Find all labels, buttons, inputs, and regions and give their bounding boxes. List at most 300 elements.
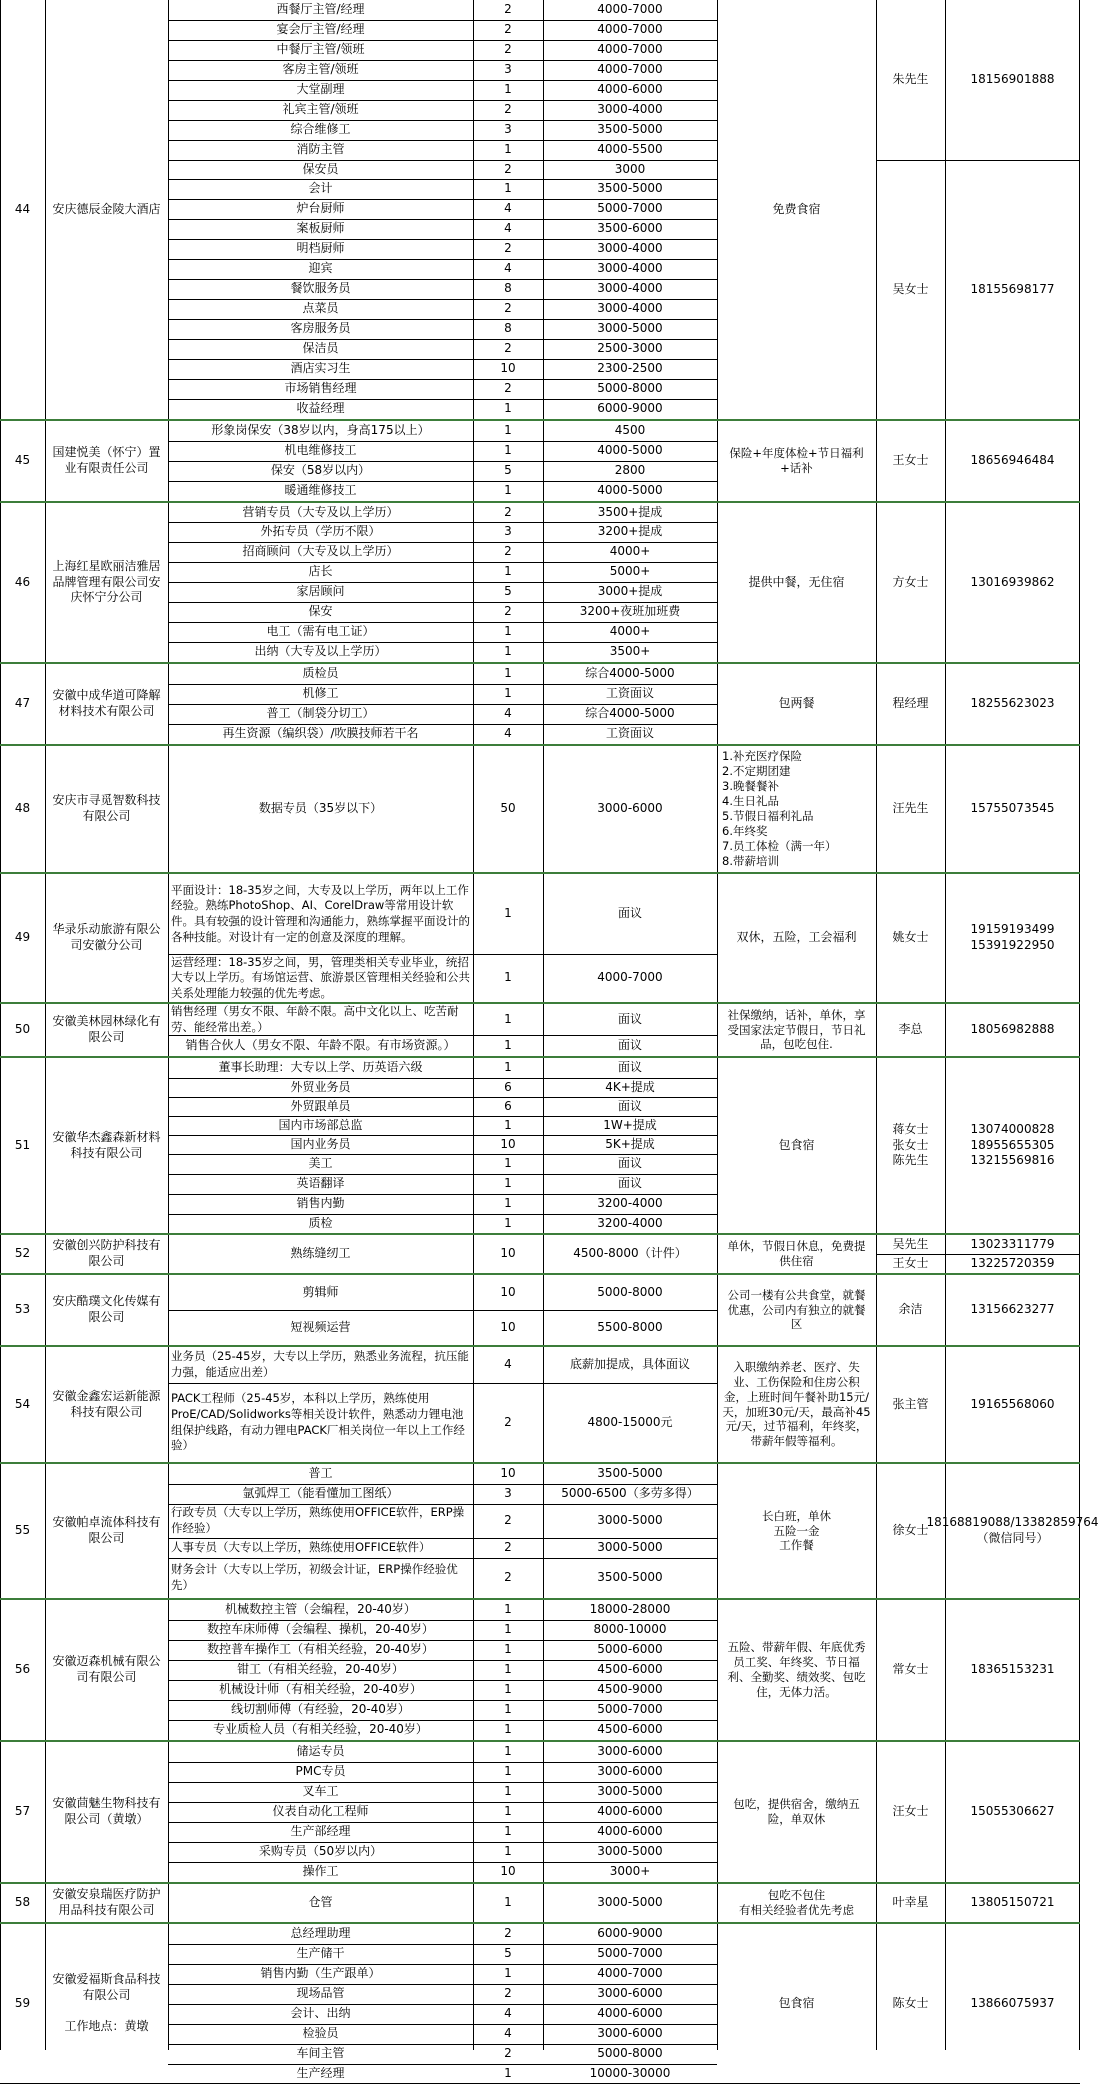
contact-name: 吴先生 <box>892 1236 929 1251</box>
job-salary: 5000-6500（多劳多得） <box>561 1486 699 1501</box>
contact-name: 姚女士 <box>892 930 929 945</box>
company-number: 50 <box>14 1022 31 1037</box>
job-title: 销售内勤（生产跟单） <box>260 1966 381 1981</box>
job-title: 再生资源（编织袋）/吹膜技师若干名 <box>222 726 419 741</box>
job-salary: 4800-15000元 <box>587 1414 673 1429</box>
job-count: 1 <box>504 1011 512 1026</box>
company-number: 53 <box>14 1302 31 1317</box>
contact-phone: 18056982888 <box>970 1022 1055 1037</box>
job-title: 中餐厅主管/领班 <box>276 42 365 57</box>
job-title: 保安 <box>308 604 333 619</box>
job-title: 氩弧焊工（能看懂加工图纸） <box>242 1486 399 1501</box>
contact-name: 程经理 <box>892 696 929 711</box>
job-salary: 6000-9000 <box>597 1926 663 1941</box>
job-salary: 3000-5000 <box>597 1513 663 1528</box>
company-benefits: 单休，节假日休息，免费提供住宿 <box>727 1239 866 1268</box>
job-count: 1 <box>504 666 512 681</box>
job-title: 数控普车操作工（有相关经验，20-40岁） <box>207 1642 434 1657</box>
job-count: 2 <box>504 102 512 117</box>
job-title: 保安员 <box>302 161 339 176</box>
job-count: 4 <box>504 2026 512 2041</box>
job-salary: 3000-5000 <box>597 1784 663 1799</box>
company-name: 安徽创兴防护科技有限公司 <box>52 1238 161 1268</box>
job-title: 餐饮服务员 <box>290 281 351 296</box>
company-benefits: 入职缴纳养老、医疗、失业、工伤保险和住房公积金，上班时间午餐补助15元/天，加班30元/天，最高补45元/天，过节福利，年终奖，带薪年假等福利。 <box>722 1359 871 1449</box>
company-name: 国建悦美（怀宁）置业有限责任公司 <box>52 445 161 475</box>
company-name: 安庆酷璞文化传媒有限公司 <box>52 1294 161 1324</box>
job-count: 1 <box>504 906 512 921</box>
job-salary: 面议 <box>617 1156 642 1171</box>
job-salary: 3000-4000 <box>597 241 663 256</box>
job-title: 会计 <box>308 181 333 196</box>
job-title: 熟练缝纫工 <box>290 1246 351 1261</box>
job-salary: 面议 <box>617 1176 642 1191</box>
contact-phone: 15755073545 <box>970 801 1055 816</box>
company-name: 安徽美林园林绿化有限公司 <box>52 1014 161 1044</box>
job-title: 数控车床师傅（会编程、操机，20-40岁） <box>207 1622 434 1637</box>
job-title: 储运专员 <box>296 1744 345 1759</box>
job-salary: 3500+提成 <box>597 504 663 519</box>
company-benefits: 1.补充医疗保险 2.不定期团建 3.晚餐餐补 4.生日礼品 5.节假日福利礼品 6.年终奖 7.员工体检（满一年） 8.带薪培训 <box>722 749 837 868</box>
job-title: 家居顾问 <box>296 584 345 599</box>
job-title: 大堂副理 <box>296 82 345 97</box>
job-count: 2 <box>504 1926 512 1941</box>
job-salary: 4000-7000 <box>597 1966 663 1981</box>
job-title: 客房主管/领班 <box>282 62 359 77</box>
company-name: 安徽爱福斯食品科技有限公司 工作地点：黄墩 <box>52 1972 161 2034</box>
job-salary: 4000-6000 <box>597 1804 663 1819</box>
job-salary: 3000-4000 <box>597 102 663 117</box>
job-count: 10 <box>500 1246 516 1261</box>
job-salary: 3200+提成 <box>597 524 663 539</box>
job-count: 10 <box>500 361 516 376</box>
job-count: 2 <box>504 2 512 17</box>
job-count: 2 <box>504 1986 512 2001</box>
job-count: 4 <box>504 2006 512 2021</box>
company-benefits: 包吃，提供宿舍，缴纳五险，单双休 <box>733 1797 860 1826</box>
job-count: 3 <box>504 524 512 539</box>
job-salary: 3500-5000 <box>597 181 663 196</box>
job-title: 仓管 <box>308 1895 333 1910</box>
job-title: 综合维修工 <box>290 122 351 137</box>
job-title: 西餐厅主管/经理 <box>276 2 365 17</box>
job-title: 专业质检人员（有相关经验，20-40岁） <box>213 1722 428 1737</box>
job-title: 平面设计：18-35岁之间，大专及以上学历，两年以上工作经验。熟练PhotoShop、AI、CorelDraw等常用设计软件。具有较强的设计管理和沟通能力，熟练掌握平面设计的各种技能。对设计有一定的创意及深度的理解。 <box>171 882 470 944</box>
job-title: 电工（需有电工证） <box>266 624 375 639</box>
job-title: 机修工 <box>302 686 339 701</box>
company-benefits: 双休，五险，工会福利 <box>736 930 857 945</box>
job-title: 生产经理 <box>296 2065 345 2080</box>
job-count: 2 <box>504 22 512 37</box>
job-salary: 4000-5000 <box>597 443 663 458</box>
company-benefits: 包食宿 <box>778 1137 815 1152</box>
job-salary: 4000-7000 <box>597 62 663 77</box>
contact-phone: 13225720359 <box>970 1255 1055 1270</box>
job-count: 5 <box>504 1946 512 1961</box>
job-salary: 2500-3000 <box>597 341 663 356</box>
job-title: 消防主管 <box>296 142 345 157</box>
job-count: 1 <box>504 1037 512 1052</box>
job-count: 1 <box>504 483 512 498</box>
job-count: 4 <box>504 221 512 236</box>
job-count: 2 <box>504 1414 512 1429</box>
job-title: 生产部经理 <box>290 1824 351 1839</box>
job-count: 3 <box>504 122 512 137</box>
job-count: 1 <box>504 644 512 659</box>
job-salary: 5000-8000 <box>597 2046 663 2061</box>
job-title: 车间主管 <box>296 2046 345 2061</box>
job-title: 客房服务员 <box>290 321 351 336</box>
job-title: 暖通维修技工 <box>284 483 357 498</box>
job-title: 叉车工 <box>302 1784 339 1799</box>
job-count: 2 <box>504 2046 512 2061</box>
job-title: 钳工（有相关经验，20-40岁） <box>237 1662 404 1677</box>
job-title: 出纳（大专及以上学历） <box>254 644 387 659</box>
job-salary: 3200-4000 <box>597 1196 663 1211</box>
job-salary: 2800 <box>614 463 646 478</box>
job-title: 质检员 <box>302 666 339 681</box>
job-salary: 10000-30000 <box>589 2065 671 2080</box>
job-count: 1 <box>504 1662 512 1677</box>
job-salary: 18000-28000 <box>589 1602 671 1617</box>
job-count: 4 <box>504 1357 512 1372</box>
job-title: 业务员（25-45岁，大专以上学历，熟悉业务流程，抗压能力强，能适应出差） <box>171 1349 469 1379</box>
job-title: 运营经理：18-35岁之间，男，管理类相关专业毕业，统招大专以上学历。有场馆运营、旅游景区管理相关经验和公共关系处理能力较强的优先考虑。 <box>171 954 470 1000</box>
job-count: 8 <box>504 321 512 336</box>
contact-phone: 19165568060 <box>970 1396 1055 1411</box>
job-salary: 4500 <box>614 423 646 438</box>
job-salary: 3000-6000 <box>597 1744 663 1759</box>
company-name: 安徽安泉瑞医疗防护用品科技有限公司 <box>52 1887 161 1917</box>
job-count: 1 <box>504 1682 512 1697</box>
job-salary: 1W+提成 <box>603 1117 657 1132</box>
job-count: 2 <box>504 1540 512 1555</box>
contact-phone: 18156901888 <box>970 72 1055 87</box>
job-salary: 3000-6000 <box>597 2026 663 2041</box>
job-title: 会计、出纳 <box>290 2006 351 2021</box>
job-title: 采购专员（50岁以内） <box>258 1844 383 1859</box>
job-count: 5 <box>504 584 512 599</box>
contact-phone: 18168819088/13382859764（微信同号） <box>926 1515 1099 1545</box>
company-name: 华录乐动旅游有限公司安徽分公司 <box>52 922 161 952</box>
job-title: 宴会厅主管/经理 <box>276 22 365 37</box>
job-title: 炉台厨师 <box>296 201 345 216</box>
job-salary: 4000+ <box>609 624 651 639</box>
job-title: 保安（58岁以内） <box>270 463 371 478</box>
job-count: 2 <box>504 604 512 619</box>
job-count: 2 <box>504 504 512 519</box>
job-count: 1 <box>504 1764 512 1779</box>
job-title: 生产储干 <box>296 1946 345 1961</box>
company-benefits: 社保缴纳，话补，单休，享受国家法定节假日，节日礼品，包吃包住. <box>727 1007 866 1052</box>
contact-name: 方女士 <box>892 574 929 589</box>
job-count: 5 <box>504 463 512 478</box>
job-count: 1 <box>504 1602 512 1617</box>
company-name: 安徽华杰鑫森新材料科技有限公司 <box>52 1129 161 1160</box>
job-count: 1 <box>504 1722 512 1737</box>
job-salary: 5500-8000 <box>597 1319 663 1334</box>
contact-name: 陈女士 <box>892 1995 929 2010</box>
job-count: 1 <box>504 1215 512 1230</box>
company-name: 安庆德辰金陵大酒店 <box>52 201 161 216</box>
job-count: 1 <box>504 1824 512 1839</box>
contact-name: 王女士 <box>892 453 929 468</box>
company-benefits: 五险、带薪年假、年底优秀员工奖、年终奖、节日福利、全勤奖、绩效奖、包吃住，无体力活。 <box>727 1640 866 1699</box>
job-salary: 工资面议 <box>605 726 654 741</box>
job-title: 行政专员（大专以上学历，熟练使用OFFICE软件，ERP操作经验） <box>171 1505 465 1535</box>
job-title: 外贸业务员 <box>290 1079 351 1094</box>
job-title: 礼宾主管/领班 <box>282 102 359 117</box>
job-count: 2 <box>504 241 512 256</box>
job-count: 8 <box>504 281 512 296</box>
job-count: 6 <box>504 1079 512 1094</box>
job-count: 1 <box>504 686 512 701</box>
company-name: 安徽茴魅生物科技有限公司（黄墩） <box>52 1796 161 1826</box>
job-title: 明档厨师 <box>296 241 345 256</box>
job-title: 操作工 <box>302 1864 339 1879</box>
job-title: 机械数控主管（会编程，20-40岁） <box>225 1602 416 1617</box>
job-count: 3 <box>504 62 512 77</box>
job-salary: 5000-6000 <box>597 1642 663 1657</box>
job-salary: 4000-6000 <box>597 1824 663 1839</box>
job-count: 10 <box>500 1284 516 1299</box>
job-salary: 面议 <box>617 1098 642 1113</box>
job-count: 1 <box>504 1744 512 1759</box>
job-salary: 4000+ <box>609 544 651 559</box>
job-title: 机电维修技工 <box>284 443 357 458</box>
job-title: 线切割师傅（有经验，20-40岁） <box>231 1702 410 1717</box>
contact-phone: 18656946484 <box>970 453 1055 468</box>
company-benefits: 长白班，单休 五险一金 工作餐 <box>762 1508 831 1553</box>
contact-phone: 13156623277 <box>970 1302 1055 1317</box>
job-count: 4 <box>504 706 512 721</box>
contact-name: 李总 <box>898 1022 923 1037</box>
contact-name: 张主管 <box>892 1396 929 1411</box>
contact-phone: 19159193499 15391922950 <box>970 922 1055 952</box>
job-title: 招商顾问（大专及以上学历） <box>242 544 399 559</box>
job-salary: 底薪加提成，具体面议 <box>569 1357 690 1372</box>
job-salary: 5K+提成 <box>605 1136 655 1151</box>
job-title: 销售经理（男女不限、年龄不限。高中文化以上、吃苦耐劳、能经常出差。） <box>171 1003 459 1034</box>
job-count: 10 <box>500 1319 516 1334</box>
job-title: 营销专员（大专及以上学历） <box>242 504 399 519</box>
job-title: 美工 <box>308 1156 333 1171</box>
company-number: 51 <box>14 1137 31 1152</box>
job-salary: 4000-7000 <box>597 42 663 57</box>
job-title: 短视频运营 <box>290 1319 351 1334</box>
job-count: 2 <box>504 341 512 356</box>
job-title: 形象岗保安（38岁以内，身高175以上） <box>211 423 430 438</box>
company-name: 安徽金鑫宏运新能源科技有限公司 <box>52 1388 161 1419</box>
job-count: 1 <box>504 564 512 579</box>
company-name: 安徽中成华道可降解材料技术有限公司 <box>52 688 161 718</box>
job-salary: 3000-5000 <box>597 1540 663 1555</box>
contact-name: 汪女士 <box>892 1804 929 1819</box>
job-title: 市场销售经理 <box>284 381 357 396</box>
job-count: 1 <box>504 624 512 639</box>
job-count: 4 <box>504 726 512 741</box>
job-count: 1 <box>504 1196 512 1211</box>
company-name: 安徽迈森机械有限公司有限公司 <box>52 1654 161 1684</box>
job-count: 6 <box>504 1098 512 1113</box>
contact-name: 王女士 <box>892 1255 929 1270</box>
job-title: 外贸跟单员 <box>290 1098 351 1113</box>
job-salary: 面议 <box>617 1011 642 1026</box>
job-count: 1 <box>504 1895 512 1910</box>
job-count: 2 <box>504 1513 512 1528</box>
job-salary: 3200+夜班加班费 <box>579 604 681 619</box>
company-number: 44 <box>14 201 31 216</box>
company-number: 47 <box>14 696 31 711</box>
company-number: 54 <box>14 1396 31 1411</box>
job-count: 2 <box>504 301 512 316</box>
company-name: 上海红星欧丽洁雅居品牌管理有限公司安庆怀宁分公司 <box>52 559 161 605</box>
contact-name: 余洁 <box>898 1302 923 1317</box>
job-salary: 3000-4000 <box>597 261 663 276</box>
job-salary: 工资面议 <box>605 686 654 701</box>
company-benefits: 免费食宿 <box>772 201 821 216</box>
job-count: 10 <box>500 1136 516 1151</box>
job-salary: 3500-6000 <box>597 221 663 236</box>
job-salary: 3200-4000 <box>597 1215 663 1230</box>
company-number: 49 <box>14 930 31 945</box>
job-count: 1 <box>504 1117 512 1132</box>
job-title: 保洁员 <box>302 341 339 356</box>
job-title: 人事专员（大专以上学历，熟练使用OFFICE软件） <box>171 1540 431 1555</box>
company-name: 安庆市寻觅智数科技有限公司 <box>52 793 161 823</box>
job-title: 案板厨师 <box>296 221 345 236</box>
job-title: 店长 <box>308 564 333 579</box>
job-salary: 面议 <box>617 1060 642 1075</box>
job-count: 1 <box>504 1784 512 1799</box>
job-salary: 5000-7000 <box>597 201 663 216</box>
job-salary: 3500-5000 <box>597 1570 663 1585</box>
company-benefits: 提供中餐，无住宿 <box>748 574 845 589</box>
job-salary: 3000-6000 <box>597 801 663 816</box>
job-salary: 5000+ <box>609 564 651 579</box>
job-salary: 4000-5000 <box>597 483 663 498</box>
job-salary: 4500-6000 <box>597 1662 663 1677</box>
job-title: 质检 <box>308 1215 333 1230</box>
job-count: 3 <box>504 1486 512 1501</box>
contact-phone: 18365153231 <box>970 1662 1055 1677</box>
job-salary: 3000-5000 <box>597 1895 663 1910</box>
job-count: 1 <box>504 1844 512 1859</box>
job-count: 1 <box>504 1622 512 1637</box>
company-benefits: 包两餐 <box>778 696 815 711</box>
company-number: 58 <box>14 1895 31 1910</box>
job-title: PMC专员 <box>295 1764 346 1779</box>
job-salary: 3000-6000 <box>597 1764 663 1779</box>
job-count: 4 <box>504 261 512 276</box>
job-salary: 3500-5000 <box>597 1466 663 1481</box>
job-title: 财务会计（大专以上学历，初级会计证，ERP操作经验优先） <box>171 1562 458 1592</box>
job-salary: 4000-7000 <box>597 22 663 37</box>
job-title: 收益经理 <box>296 401 345 416</box>
contact-name: 徐女士 <box>892 1523 929 1538</box>
contact-name: 朱先生 <box>892 72 929 87</box>
job-salary: 3000+ <box>609 1864 651 1879</box>
job-salary: 3000-6000 <box>597 1986 663 2001</box>
job-title: 销售合伙人（男女不限、年龄不限。有市场资源。） <box>185 1037 456 1052</box>
job-count: 1 <box>504 1642 512 1657</box>
company-number: 48 <box>14 801 31 816</box>
job-title: 外拓专员（学历不限） <box>260 524 381 539</box>
job-title: 普工（制袋分切工） <box>266 706 375 721</box>
contact-phone: 13866075937 <box>970 1995 1055 2010</box>
job-count: 1 <box>504 1804 512 1819</box>
job-salary: 4500-9000 <box>597 1682 663 1697</box>
contact-phone: 13074000828 18955655305 13215569816 <box>970 1122 1055 1168</box>
job-count: 1 <box>504 443 512 458</box>
company-number: 56 <box>14 1662 31 1677</box>
contact-name: 汪先生 <box>892 801 929 816</box>
job-salary: 4000-7000 <box>597 2 663 17</box>
job-count: 1 <box>504 1966 512 1981</box>
contact-phone: 18255623023 <box>970 696 1055 711</box>
job-count: 50 <box>500 801 516 816</box>
job-count: 2 <box>504 544 512 559</box>
job-title: 国内业务员 <box>290 1136 351 1151</box>
job-salary: 5000-8000 <box>597 381 663 396</box>
job-title: 现场品管 <box>296 1986 345 2001</box>
job-title: 检验员 <box>302 2026 339 2041</box>
job-salary: 综合4000-5000 <box>585 706 675 721</box>
job-count: 1 <box>504 2065 512 2080</box>
company-number: 59 <box>14 1995 31 2010</box>
job-salary: 6000-9000 <box>597 401 663 416</box>
contact-phone: 13805150721 <box>970 1895 1055 1910</box>
company-number: 57 <box>14 1804 31 1819</box>
company-benefits: 保险+年度体检+节日福利+话补 <box>729 446 864 475</box>
company-name: 安徽帕卓流体科技有限公司 <box>52 1515 161 1545</box>
job-salary: 4500-6000 <box>597 1722 663 1737</box>
job-salary: 3000 <box>614 161 646 176</box>
job-salary: 3000-4000 <box>597 301 663 316</box>
job-title: PACK工程师（25-45岁，本科以上学历，熟练使用ProE/CAD/Solidworks等相关设计软件，熟悉动力锂电池组保护线路，有动力锂电PACK厂相关岗位一年以上工作经验） <box>171 1391 465 1453</box>
job-title: 销售内勤 <box>296 1196 345 1211</box>
job-title: 剪辑师 <box>302 1284 339 1299</box>
job-title: 酒店实习生 <box>290 361 351 376</box>
job-salary: 5000-7000 <box>597 1946 663 1961</box>
job-title: 数据专员（35岁以下） <box>258 801 383 816</box>
job-salary: 3500-5000 <box>597 122 663 137</box>
job-salary: 8000-10000 <box>593 1622 667 1637</box>
company-number: 46 <box>14 574 31 589</box>
job-salary: 3000-5000 <box>597 321 663 336</box>
company-number: 52 <box>14 1246 31 1261</box>
job-salary: 5000-8000 <box>597 1284 663 1299</box>
job-title: 董事长助理：大专以上学、历英语六级 <box>218 1060 423 1075</box>
contact-name: 吴女士 <box>892 281 929 296</box>
job-salary: 2300-2500 <box>597 361 663 376</box>
job-count: 1 <box>504 1702 512 1717</box>
job-count: 2 <box>504 381 512 396</box>
job-salary: 4000-7000 <box>597 970 663 985</box>
job-title: 英语翻译 <box>296 1176 345 1191</box>
contact-phone: 13023311779 <box>970 1236 1055 1251</box>
job-count: 1 <box>504 1156 512 1171</box>
job-count: 10 <box>500 1466 516 1481</box>
company-number: 45 <box>14 453 31 468</box>
job-salary: 3000-4000 <box>597 281 663 296</box>
job-count: 2 <box>504 1570 512 1585</box>
job-count: 1 <box>504 970 512 985</box>
contact-name: 蒋女士 张女士 陈先生 <box>892 1122 929 1168</box>
job-salary: 3000+提成 <box>597 584 663 599</box>
job-title: 机械设计师（有相关经验，20-40岁） <box>219 1682 422 1697</box>
job-title: 仪表自动化工程师 <box>272 1804 369 1819</box>
